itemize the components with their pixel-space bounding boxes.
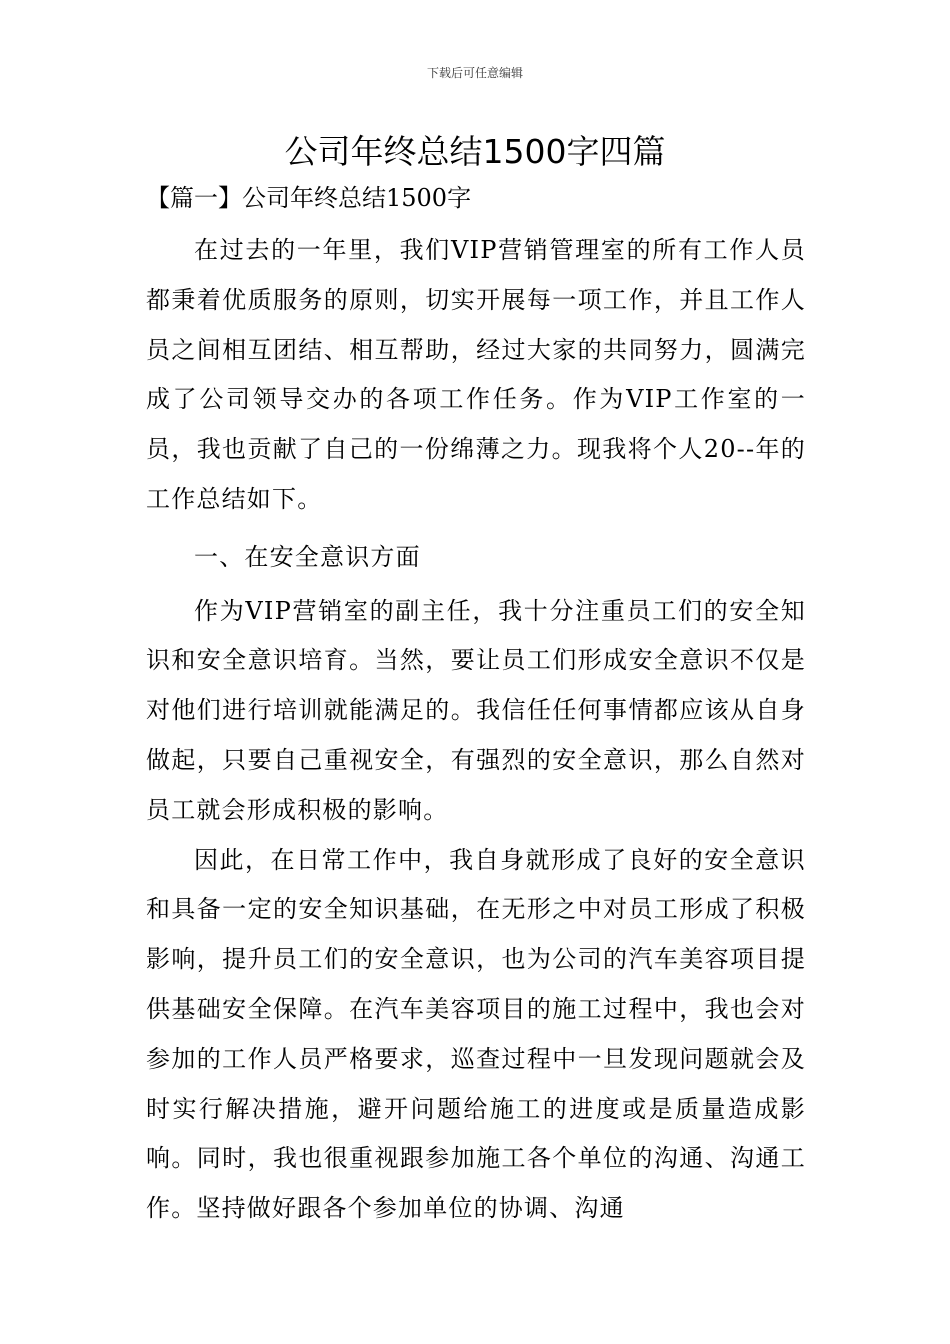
paragraph-intro: 在过去的一年里，我们VIP营销管理室的所有工作人员都秉着优质服务的原则，切实开展每一项工作，并且工作人员之间相互团结、相互帮助，经过大家的共同努力，圆满完成了公司领导交办的各项工作任务。作为VIP工作室的一员，我也贡献了自己的一份绵薄之力。现我将个人20--年的工作总结如下。 bbox=[146, 236, 806, 513]
header-note: 下载后可任意编辑 bbox=[426, 66, 523, 80]
document-body bbox=[146, 226, 806, 1234]
section-heading: 【篇一】公司年终总结1500字 bbox=[146, 184, 472, 212]
document-title: 公司年终总结1500字四篇 bbox=[284, 132, 666, 171]
paragraph-safety-1: 作为VIP营销室的副主任，我十分注重员工们的安全知识和安全意识培育。当然，要让员工们形成安全意识不仅是对他们进行培训就能满足的。我信任任何事情都应该从自身做起，只要自己重视安全，有强烈的安全意识，那么自然对员工就会形成积极的影响。 bbox=[146, 596, 806, 824]
paragraph-safety-2: 因此，在日常工作中，我自身就形成了良好的安全意识和具备一定的安全知识基础，在无形之中对员工形成了积极影响，提升员工们的安全意识，也为公司的汽车美容项目提供基础安全保障。在汽车美容项目的施工过程中，我也会对参加的工作人员严格要求，巡查过程中一旦发现问题就会及时实行解决措施，避开问题给施工的进度或是质量造成影响。同时，我也很重视跟参加施工各个单位的沟通、沟通工作。坚持做好跟各个参加单位的协调、沟通 bbox=[146, 845, 806, 1223]
subheading-safety-awareness: 一、在安全意识方面 bbox=[194, 542, 421, 571]
